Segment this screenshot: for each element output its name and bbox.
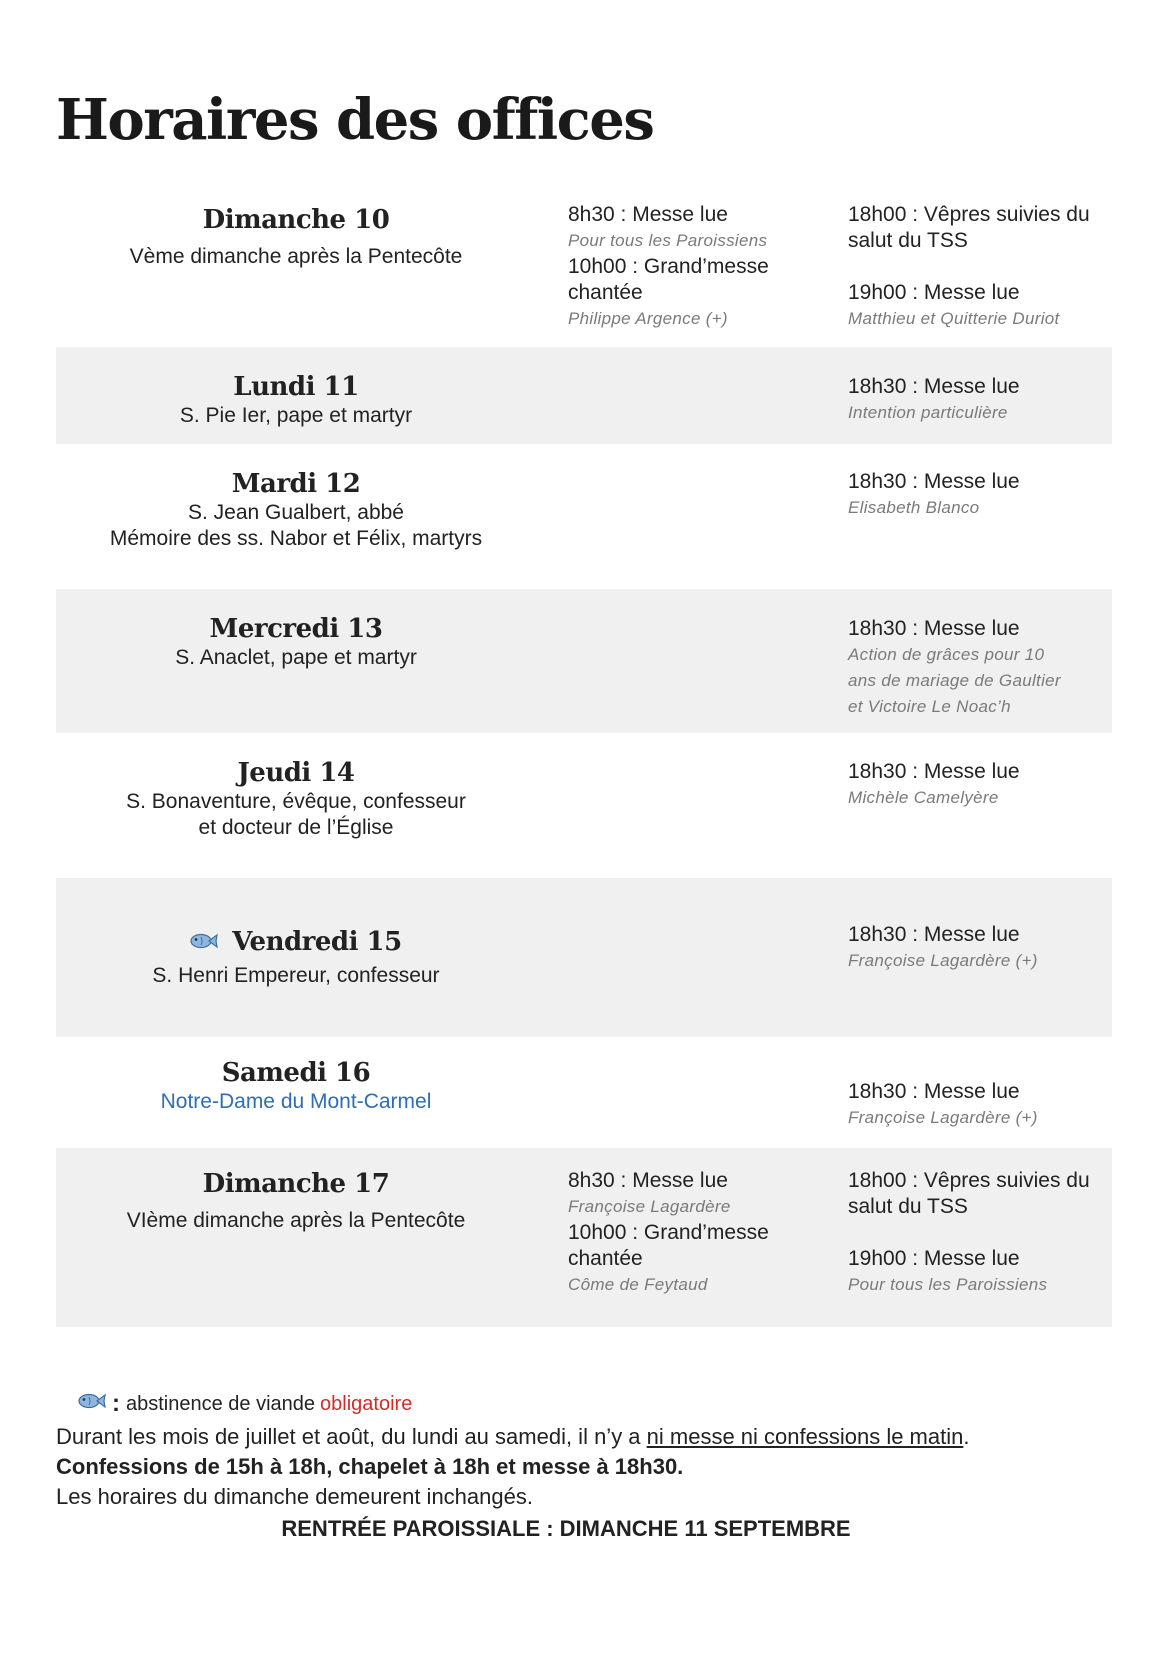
- mass-intention: Françoise Lagardère (+): [848, 1108, 1038, 1127]
- day-name: Vendredi 15: [232, 927, 402, 957]
- rentree-notice: RENTRÉE PAROISSIALE : DIMANCHE 11 SEPTEMBRE: [281, 1516, 851, 1541]
- feast-name: S. Pie Ier, pape et martyr: [179, 404, 413, 427]
- fish-icon: [190, 927, 218, 959]
- summer-notice: [56, 1422, 1116, 1452]
- day-name: Dimanche 17: [202, 1169, 390, 1199]
- feast-name: S. Bonaventure, évêque, confesseur: [126, 790, 466, 813]
- fish-icon: [78, 1391, 106, 1417]
- service-time: 18h30 : Messe lue: [848, 617, 1020, 640]
- mass-intention: Pour tous les Paroissiens: [568, 231, 768, 250]
- mass-intention: Matthieu et Quitterie Duriot: [848, 309, 1060, 328]
- confessions-notice: Confessions de 15h à 18h, chapelet à 18h et messe à 18h30.: [56, 1454, 684, 1479]
- notes-section: [56, 1390, 1116, 1544]
- service-time: 18h30 : Messe lue: [848, 923, 1020, 946]
- feast-name: Vème dimanche après la Pentecôte: [129, 245, 463, 268]
- mass-intention: Michèle Camelyère: [848, 788, 999, 807]
- feast-name: VIème dimanche après la Pentecôte: [126, 1209, 466, 1232]
- service-time: 10h00 : Grand’messe: [568, 255, 769, 278]
- feast-name: S. Henri Empereur, confesseur: [152, 964, 440, 987]
- mass-intention: Françoise Lagardère (+): [848, 951, 1038, 970]
- service-time: 8h30 : Messe lue: [568, 203, 728, 226]
- summer-notice-end: .: [963, 1424, 970, 1449]
- service-time: 19h00 : Messe lue: [848, 1247, 1020, 1270]
- day-row-dimanche-17: [56, 1148, 1112, 1327]
- summer-notice-start: Durant les mois de juillet et août, du lundi au samedi, il n’y a: [56, 1424, 647, 1449]
- day-name: Samedi 16: [221, 1058, 371, 1088]
- day-row-jeudi-14: [56, 733, 1112, 878]
- day-name: Mardi 12: [231, 469, 361, 499]
- day-row-mardi-12: [56, 444, 1112, 589]
- service-time: 19h00 : Messe lue: [848, 281, 1020, 304]
- service-time: 18h30 : Messe lue: [848, 1080, 1020, 1103]
- service-time: salut du TSS: [848, 229, 968, 252]
- service-time: 18h00 : Vêpres suivies du: [848, 203, 1090, 226]
- feast-name: S. Anaclet, pape et martyr: [175, 646, 417, 669]
- mass-intention: Action de grâces pour 10: [848, 645, 1045, 664]
- day-row-dimanche-10: [56, 190, 1112, 347]
- mass-intention: et Victoire Le Noac’h: [848, 697, 1011, 716]
- mass-intention: ans de mariage de Gaultier: [848, 671, 1061, 690]
- service-time: salut du TSS: [848, 1195, 968, 1218]
- sunday-notice: Les horaires du dimanche demeurent inchangés.: [56, 1484, 533, 1509]
- service-time: chantée: [568, 1247, 643, 1270]
- service-time: chantée: [568, 281, 643, 304]
- feast-name: Notre-Dame du Mont-Carmel: [160, 1090, 432, 1113]
- feast-name: et docteur de l’Église: [198, 816, 394, 839]
- day-name: Lundi 11: [233, 372, 359, 402]
- mass-intention: Pour tous les Paroissiens: [848, 1275, 1048, 1294]
- mass-intention: Intention particulière: [848, 403, 1008, 422]
- mass-intention: Côme de Feytaud: [568, 1275, 708, 1294]
- day-name: Mercredi 13: [209, 614, 383, 644]
- day-name-row: [56, 926, 536, 959]
- day-row-lundi-11: [56, 347, 1112, 444]
- legend-obligatoire: obligatoire: [320, 1392, 413, 1415]
- service-time: 8h30 : Messe lue: [568, 1169, 728, 1192]
- day-row-samedi-16: [56, 1037, 1112, 1148]
- feast-name: Mémoire des ss. Nabor et Félix, martyrs: [109, 527, 483, 550]
- mass-intention: Françoise Lagardère: [568, 1197, 731, 1216]
- service-time: 18h30 : Messe lue: [848, 470, 1020, 493]
- service-time: 18h00 : Vêpres suivies du: [848, 1169, 1090, 1192]
- day-row-vendredi-15: [56, 878, 1112, 1037]
- day-row-mercredi-13: [56, 589, 1112, 733]
- mass-intention: Philippe Argence (+): [568, 309, 728, 328]
- service-time: 18h30 : Messe lue: [848, 760, 1020, 783]
- fish-legend: [78, 1390, 1116, 1418]
- summer-notice-underlined: ni messe ni confessions le matin: [646, 1424, 964, 1449]
- page-title: Horaires des offices: [56, 87, 654, 153]
- legend-text: abstinence de viande: [126, 1392, 316, 1415]
- mass-intention: Elisabeth Blanco: [848, 498, 980, 517]
- day-name: Dimanche 10: [202, 205, 390, 235]
- service-time: 10h00 : Grand’messe: [568, 1221, 769, 1244]
- schedule-table: [56, 190, 1112, 1327]
- legend-colon: :: [112, 1390, 120, 1417]
- service-time: 18h30 : Messe lue: [848, 375, 1020, 398]
- day-name: Jeudi 14: [237, 758, 355, 788]
- feast-name: S. Jean Gualbert, abbé: [188, 501, 404, 524]
